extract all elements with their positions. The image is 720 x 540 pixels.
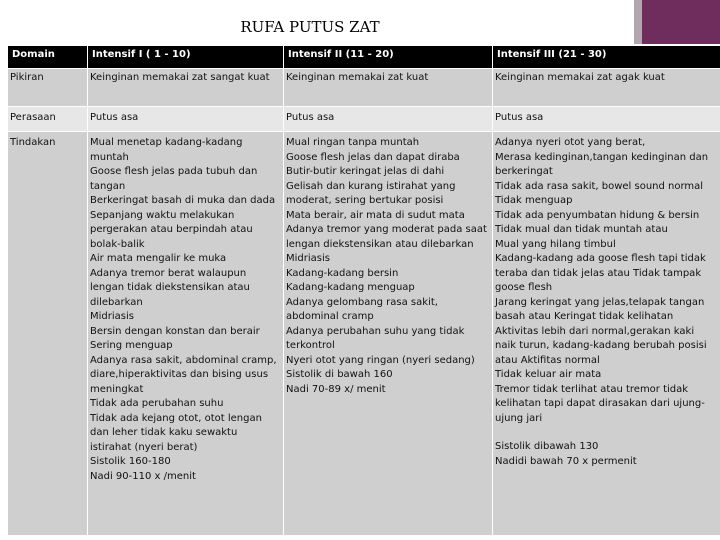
cell-line: Nadi 70-89 x/ menit [286,383,386,395]
table-cell [284,107,493,132]
table-cell [284,69,493,107]
cell-line: Sistolik dibawah 130 [495,441,599,452]
header-intensif-2: Intensif II (11 - 20) [284,46,493,69]
cell-line: Tidak mual dan tidak muntah atau [495,224,668,235]
cell-line: Adanya perubahan suhu yang tidak terkontrol [286,325,465,351]
cell-line: Goose flesh jelas pada tubuh dan tangan [90,166,258,192]
cell-line: Nadidi bawah 70 x permenit [495,455,637,467]
cell-line: Tidak ada perubahan suhu [90,398,224,409]
table-row [8,107,720,132]
cell-line: Putus asa [90,112,139,123]
cell-line: Kadang-kadang bersin [286,267,399,279]
cell-line: Adanya gelombang rasa sakit, abdominal cramp [286,296,438,322]
header-domain: Domain [8,46,88,69]
cell-line: Midriasis [286,253,330,264]
table-cell [493,132,720,536]
cell-line: Aktivitas lebih dari normal,gerakan kaki naik turun, kadang-kadang berubah posisi atau Aktifitas normal [495,325,707,366]
cell-line: Nadi 90-110 x /menit [90,470,196,482]
cell-line: Tremor tidak terlihat atau tremor tidak kelihatan tapi dapat dirasakan dari ujung-ujung jari [495,383,705,424]
cell-line: Sistolik di bawah 160 [286,369,393,380]
header-intensif-1: Intensif I ( 1 - 10) [88,46,284,69]
table-row [8,69,720,107]
cell-line: Adanya rasa sakit, abdominal cramp, diare,hiperaktivitas dan bising usus meningkat [90,354,277,395]
domain-cell: Pikiran [8,69,88,107]
cell-line: Kadang-kadang menguap [286,282,415,293]
cell-line: Keinginan memakai zat sangat kuat [90,72,270,83]
cell-line: Nyeri otot yang ringan (nyeri sedang) [286,354,475,366]
table-cell [88,69,284,107]
cell-line: Berkeringat basah di muka dan dada [90,195,276,206]
cell-line: Tidak ada kejang otot, otot lengan dan leher tidak kaku sewaktu istirahat (nyeri berat) [90,412,262,453]
cell-line: Midriasis [90,311,134,322]
cell-line: Adanya tremor yang moderat pada saat lengan diekstensikan atau dilebarkan [286,224,487,250]
cell-line: Jarang keringat yang jelas,telapak tangan basah atau Keringat tidak kelihatan [495,296,705,322]
cell-line: Tidak keluar air mata [495,369,602,380]
cell-line: Tidak menguap [495,195,573,206]
cell-line: Mata berair, air mata di sudut mata [286,209,465,221]
cell-line: Adanya tremor berat walaupun lengan tidak diekstensikan atau dilebarkan [90,267,250,308]
cell-line: Keinginan memakai zat agak kuat [495,72,665,83]
cell-line: Sepanjang waktu melakukan pergerakan atau berpindah atau bolak-balik [90,209,253,250]
cell-line: Gelisah dan kurang istirahat yang moderat, sering bertukar posisi [286,180,456,206]
cell-line: Bersin dengan konstan dan berair [90,325,260,337]
cell-line: Air mata mengalir ke muka [90,253,227,264]
cell-line: Putus asa [495,112,544,123]
cell-line: Butir-butir keringat jelas di dahi [286,166,445,177]
table-cell [88,107,284,132]
page-title: RUFA PUTUS ZAT [240,18,380,36]
table-row [8,132,720,536]
corner-decoration [642,0,720,44]
domain-cell: Perasaan [8,107,88,132]
cell-line: Keinginan memakai zat kuat [286,72,429,83]
cell-gap [495,426,716,440]
table-cell [493,69,720,107]
cell-line: Mual ringan tanpa muntah [286,137,420,148]
table-cell [284,132,493,536]
cell-line: Tidak ada penyumbatan hidung & bersin [495,209,700,221]
cell-line: Sistolik 160-180 [90,456,171,467]
cell-line: Adanya nyeri otot yang berat, [495,137,646,148]
cell-line: Mual yang hilang timbul [495,238,616,250]
cell-line: Sering menguap [90,340,173,351]
header-intensif-3: Intensif III (21 - 30) [493,46,720,69]
table-header-row [8,46,720,69]
cell-line: Goose flesh jelas dan dapat diraba [286,151,460,163]
domain-cell: Tindakan [8,132,88,536]
table-cell [493,107,720,132]
cell-line: Putus asa [286,112,335,123]
table-cell [88,132,284,536]
cell-line: Mual menetap kadang-kadang muntah [90,137,243,163]
withdrawal-table [7,45,720,536]
cell-line: Tidak ada rasa sakit, bowel sound normal [495,180,704,192]
cell-line: Kadang-kadang ada goose flesh tapi tidak teraba dan tidak jelas atau Tidak tampak goose flesh [495,253,706,293]
cell-line: Merasa kedinginan,tangan kedinginan dan berkeringat [495,151,709,177]
